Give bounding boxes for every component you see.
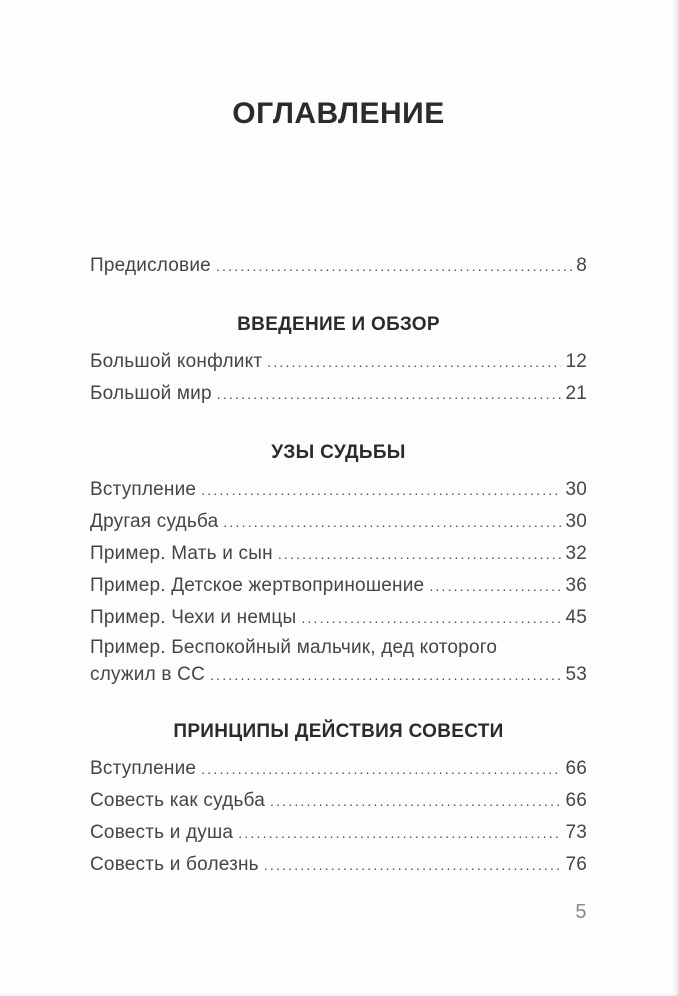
toc-section-conscience-principles (90, 721, 587, 881)
toc-entry-page-number: 53 (565, 664, 587, 685)
dot-leader (223, 506, 561, 538)
toc-entry-page-number: 66 (565, 790, 587, 811)
toc-entry-page-number: 76 (565, 854, 587, 875)
dot-leader (270, 785, 561, 817)
folio-page-number: 5 (575, 901, 587, 923)
dot-leader (201, 753, 561, 785)
toc-entry-page-number: 45 (565, 607, 587, 628)
dot-leader (267, 346, 561, 378)
section-heading: УЗЫ СУДЬБЫ (271, 442, 406, 463)
toc-entry-label: Большой конфликт (90, 351, 263, 372)
toc-entry-page-number: 8 (576, 255, 587, 276)
dot-leader (301, 602, 561, 634)
toc-entry (90, 570, 587, 602)
toc-entry-page-number: 73 (565, 822, 587, 843)
toc-entry-label: Другая судьба (90, 511, 219, 532)
toc-entry-label: Пример. Беспокойный мальчик, дед которого (90, 637, 498, 658)
page-title: ОГЛАВЛЕНИЕ (232, 97, 445, 130)
toc-entry-label: Совесть и душа (90, 822, 234, 843)
toc-entry-page-number: 30 (565, 479, 587, 500)
toc-entry (90, 602, 587, 634)
dot-leader (429, 570, 561, 602)
toc-entry-preface (90, 250, 587, 282)
toc-entry-label: Совесть и болезнь (90, 854, 259, 875)
toc-entry-label: Большой мир (90, 383, 212, 404)
toc-entry-label-continued: служил в СС (90, 664, 206, 685)
toc-entry-label: Пример. Чехи и немцы (90, 607, 297, 628)
dot-leader (201, 474, 561, 506)
toc-entry-label: Вступление (90, 479, 197, 500)
toc-entry-label: Предисловие (90, 255, 211, 276)
toc-entry (90, 849, 587, 881)
dot-leader (278, 538, 562, 570)
toc-section-introduction (90, 314, 587, 410)
toc-entry-label: Совесть как судьба (90, 790, 265, 811)
toc-entry-page-number: 36 (565, 575, 587, 596)
section-heading: ПРИНЦИПЫ ДЕЙСТВИЯ СОВЕСТИ (173, 721, 504, 742)
dot-leader (210, 662, 561, 689)
dot-leader (217, 378, 562, 410)
toc-entry-page-number: 30 (565, 511, 587, 532)
toc-section-fate-bonds (90, 442, 587, 689)
toc-entry-label: Пример. Детское жертвоприношение (90, 575, 425, 596)
toc-entry (90, 506, 587, 538)
toc-entry-page-number: 21 (565, 383, 587, 404)
toc-entry-label: Вступление (90, 758, 197, 779)
toc-entry-label: Пример. Мать и сын (90, 543, 273, 564)
toc-entry-page-number: 32 (565, 543, 587, 564)
section-heading: ВВЕДЕНИЕ И ОБЗОР (237, 314, 440, 335)
toc-entry (90, 538, 587, 570)
toc-entry (90, 474, 587, 506)
toc-entry-page-number: 66 (565, 758, 587, 779)
toc-entry-page-number: 12 (565, 351, 587, 372)
toc-entry (90, 378, 587, 410)
toc-entry (90, 346, 587, 378)
dot-leader (264, 849, 562, 881)
toc-entry (90, 785, 587, 817)
dot-leader (216, 250, 572, 282)
toc-entry (90, 817, 587, 849)
toc-entry (90, 753, 587, 785)
toc-entry (90, 634, 587, 689)
dot-leader (238, 817, 561, 849)
